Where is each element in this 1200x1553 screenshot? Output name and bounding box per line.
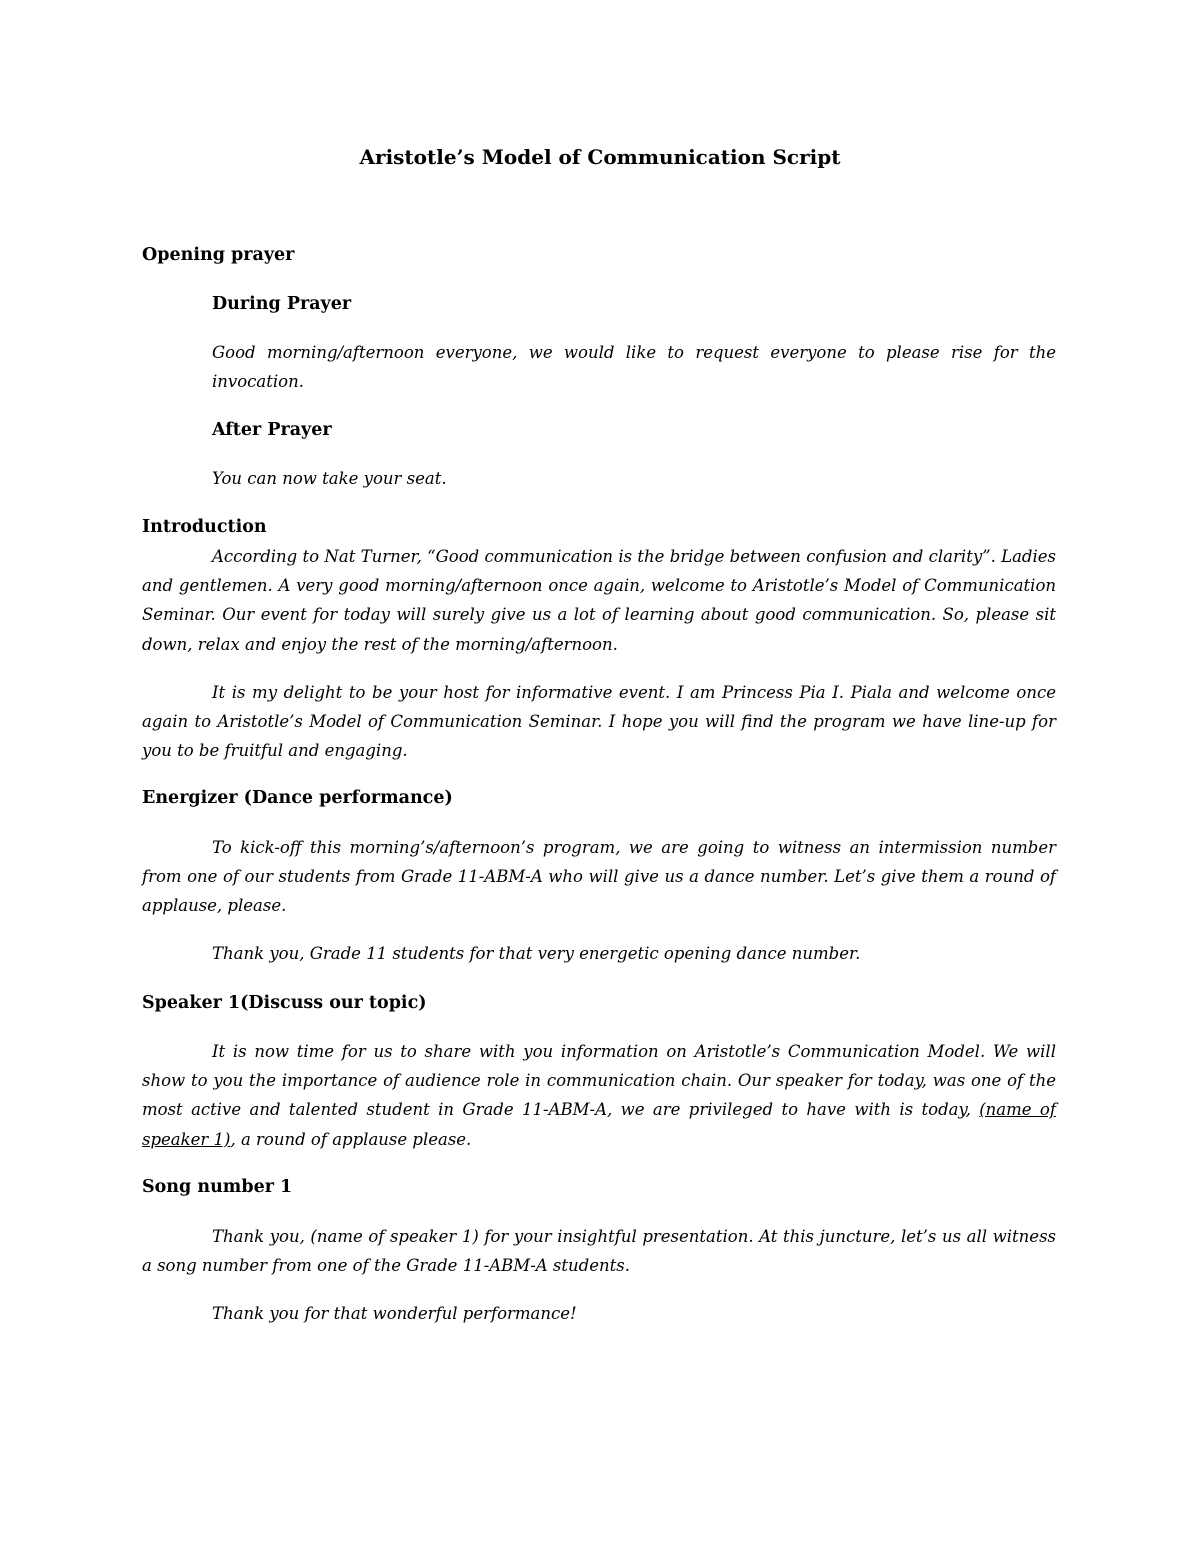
speaker-1-text-before: It is now time for us to share with you information on Aristotle’s Communication Model. We will show to you the importance of audience role in communication chain. Our speaker for today, was one of the most active and talented student in Grade 11-ABM-A, we are privileged to have with is today, [142,1042,1056,1120]
subheading-after-prayer: After Prayer [212,420,332,440]
speaker-1-name-placeholder: (name of speaker 1) [142,1100,1056,1149]
paragraph-introduction-2 [142,678,1056,766]
song-1-text-1: Thank you, (name of speaker 1) for your insightful presentation. At this juncture, let’s us all witness a song number from one of the Grade 11-ABM-A students. [142,1227,1056,1276]
heading-opening-prayer: Opening prayer [142,245,295,265]
paragraph-song-2: Thank you for that wonderful performance! [212,1304,577,1323]
introduction-text-2: It is my delight to be your host for informative event. I am Princess Pia I. Piala and welcome once again to Aristotle’s Model of Communication Seminar. I hope you will find the program we have line-up for you to be fruitful and engaging. [142,683,1056,761]
paragraph-energizer-2: Thank you, Grade 11 students for that very energetic opening dance number. [212,944,861,963]
introduction-text-1: According to Nat Turner, “Good communication is the bridge between confusion and clarity”. Ladies and gentlemen. A very good morning/afternoon once again, welcome to Aristotle’s Model of Communication Seminar. Our event for today will surely give us a lot of learning about good communication. So, please sit down, relax and enjoy the rest of the morning/afternoon. [142,547,1056,654]
heading-energizer: Energizer (Dance performance) [142,788,453,808]
paragraph-speaker-1 [142,1037,1056,1154]
heading-song-number-1: Song number 1 [142,1177,293,1197]
paragraph-introduction-1 [142,542,1056,659]
heading-speaker-1: Speaker 1(Discuss our topic) [142,993,427,1013]
paragraph-during-prayer: Good morning/afternoon everyone, we would like to request everyone to please rise for the invocation. [212,343,1056,392]
document-title: Aristotle’s Model of Communication Script [359,145,841,169]
paragraph-after-prayer: You can now take your seat. [212,469,447,488]
heading-introduction: Introduction [142,517,267,537]
energizer-text-1: To kick-off this morning’s/afternoon’s program, we are going to witness an intermission number from one of our students from Grade 11-ABM-A who will give us a dance number. Let’s give them a round of applause, please. [142,838,1056,916]
speaker-1-text-after: , a round of applause please. [230,1129,472,1149]
paragraph-song-1 [142,1222,1056,1280]
paragraph-energizer-1 [142,833,1056,921]
subheading-during-prayer: During Prayer [212,294,352,314]
